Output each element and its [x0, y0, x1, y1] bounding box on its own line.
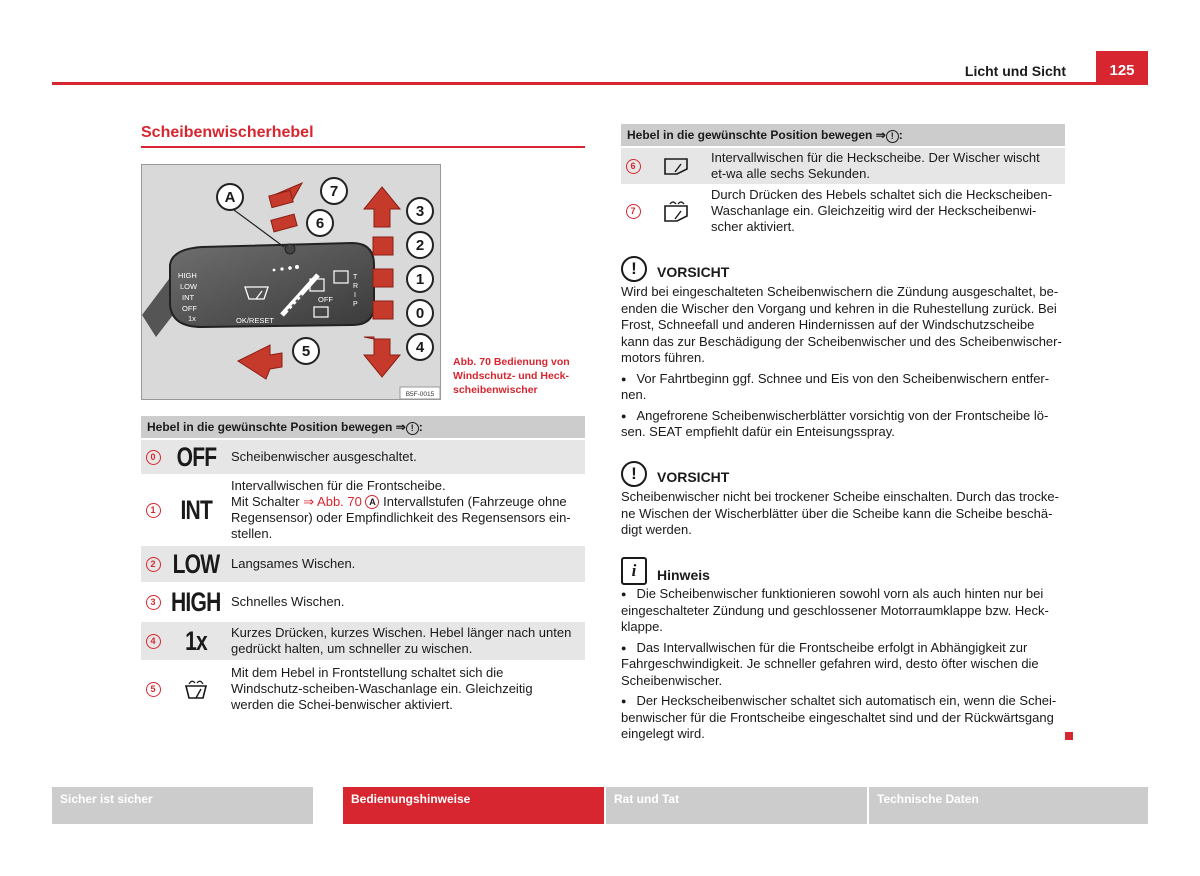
position-number: 7: [626, 204, 641, 219]
table-row: [141, 438, 585, 474]
callout-2: 2: [415, 237, 425, 254]
caution-text: Scheibenwischer nicht bei trockener Scheibe einschalten. Durch das trocke-ne Wischen der Wischerblätter über die Scheibe kann die Scheibe beschä-digt werden.: [621, 489, 1059, 537]
note-body: [621, 586, 1065, 747]
caution-title: VORSICHT: [657, 469, 730, 485]
callout-0: 0: [415, 305, 425, 322]
header-rule: [52, 82, 1098, 85]
lever-label-off: OFF: [182, 304, 197, 313]
callout-7: 7: [329, 183, 339, 200]
rear-wiper-icon: [645, 156, 707, 176]
table-row: [141, 620, 585, 660]
row-text-part: Intervallstufen (Fahrzeuge ohne Regensensor) oder Empfindlichkeit des Regensensors ein-stellen.: [231, 494, 571, 541]
rear-wiper-table: [621, 124, 1065, 236]
ok-reset-label: OK/RESET: [236, 316, 274, 325]
rear-table-heading-text: Hebel in die gewünschte Position bewegen ⇒: [627, 128, 886, 142]
lever-label-1x: 1x: [188, 314, 196, 323]
warning-icon: !: [621, 256, 647, 282]
row-text: Langsames Wischen.: [231, 556, 356, 571]
callout-5: 5: [301, 343, 311, 360]
svg-text:I: I: [354, 292, 356, 299]
rear-washer-icon: [645, 200, 707, 222]
position-number: 1: [146, 503, 161, 518]
callout-6: 6: [315, 215, 325, 232]
figure-reference-link[interactable]: ⇒ Abb. 70: [303, 494, 362, 509]
row-text: Intervallwischen für die Heckscheibe. Der Wischer wischt et-wa alle sechs Sekunden.: [711, 150, 1040, 181]
position-number: 5: [146, 682, 161, 697]
row-text-part: Mit Schalter: [231, 494, 304, 509]
lever-label-int: INT: [182, 293, 195, 302]
footer-tab-rat-und-tat[interactable]: Rat und Tat: [606, 787, 867, 824]
lever-label-high: HIGH: [178, 271, 197, 280]
table-row: [141, 582, 585, 620]
callout-3: 3: [415, 203, 425, 220]
running-header-section: Licht und Sicht: [964, 63, 1066, 79]
list-item: ● Vor Fahrtbeginn ggf. Schnee und Eis von den Scheibenwischern entfer-nen.: [621, 371, 1065, 404]
note-title: Hinweis: [657, 567, 710, 583]
low-symbol: LOW: [172, 548, 220, 579]
footer-tab-bedienungshinweise[interactable]: Bedienungshinweise: [343, 787, 604, 824]
position-number: 2: [146, 557, 161, 572]
note-heading: [621, 557, 710, 585]
list-item: ● Der Heckscheibenwischer schaltet sich automatisch ein, wenn die Schei-benwischer für die Frontscheibe eingeschaltet sind und der Rückwärtsgang eingelegt wird.: [621, 693, 1065, 743]
callout-a: A: [224, 189, 236, 206]
caution-heading: [621, 461, 729, 487]
caution-ref-icon: !: [406, 422, 419, 435]
section-title-rule: [141, 146, 585, 148]
table-row: [621, 146, 1065, 184]
page-number: 125: [1096, 51, 1148, 85]
wiper-lever-illustration: [142, 165, 441, 400]
table-row: [141, 544, 585, 582]
caution-body: [621, 489, 1065, 539]
svg-text:P: P: [353, 301, 358, 308]
row-text: Mit dem Hebel in Frontstellung schaltet sich die Windschutz-scheiben-Waschanlage ein. Gleichzeitig werden die Schei-benwischer aktiviert.: [231, 665, 533, 712]
high-symbol: HIGH: [171, 586, 221, 617]
wiper-lever-figure: [141, 164, 441, 400]
callout-a-ref: A: [365, 495, 379, 509]
washer-front-icon: [165, 678, 227, 700]
row-text: Scheibenwischer ausgeschaltet.: [231, 449, 417, 464]
figure-caption: Abb. 70 Bedienung von Windschutz- und Heck-scheibenwischer: [453, 356, 570, 396]
caution-body: [621, 284, 1065, 445]
lever-label-low: LOW: [180, 282, 198, 291]
caution-ref-icon: !: [886, 130, 899, 143]
svg-text:T: T: [353, 274, 358, 281]
rear-table-heading: Hebel in die gewünschte Position bewegen ⇒ ! :: [621, 124, 1065, 146]
front-table-heading: Hebel in die gewünschte Position bewegen ⇒ ! :: [141, 416, 585, 438]
caution-heading: [621, 256, 729, 282]
front-wiper-table: [141, 416, 585, 716]
position-number: 0: [146, 450, 161, 465]
section-end-marker: [1065, 732, 1073, 740]
single-wipe-symbol: 1x: [185, 625, 207, 656]
list-item: ● Die Scheibenwischer funktionieren sowohl vorn als auch hinten nur bei eingeschalteter Zündung und geschlossener Motorraumklappe bzw. Heck-klappe.: [621, 586, 1065, 636]
position-number: 3: [146, 595, 161, 610]
row-text: Durch Drücken des Hebels schaltet sich die Heckscheiben-Waschanlage ein. Gleichzeitig wird der Heckscheibenwi-scher aktiviert.: [711, 187, 1053, 234]
rear-off-label: OFF: [318, 295, 333, 304]
row-text: Kurzes Drücken, kurzes Wischen. Hebel länger nach unten gedrückt halten, um schneller zu wischen.: [231, 625, 572, 656]
caution-text: Wird bei eingeschalteten Scheibenwischern die Zündung ausgeschaltet, be-enden die Wischer den Vorgang und kehren in die Ruhestellung zurück. Bei Frost, Schneefall und anderen Hindernissen auf der Windschutzscheibe kann das zur Beschädigung der Scheibenwischer und des Scheibenwischer-motors führen.: [621, 284, 1062, 365]
list-item: ● Das Intervallwischen für die Frontscheibe erfolgt in Abhängigkeit zur Fahrgeschwindigkeit. Je schneller gefahren wird, desto öfter wischen die Scheibenwischer.: [621, 640, 1065, 690]
position-number: 4: [146, 634, 161, 649]
row-text: Schnelles Wischen.: [231, 594, 345, 609]
footer-tab-technische-daten[interactable]: Technische Daten: [869, 787, 1148, 824]
footer-tab-sicher[interactable]: Sicher ist sicher: [52, 787, 313, 824]
position-number: 6: [626, 159, 641, 174]
figure-code: B5F-0015: [405, 391, 435, 398]
warning-icon: !: [621, 461, 647, 487]
row-text-line: Intervallwischen für die Frontscheibe.: [231, 478, 446, 493]
callout-1: 1: [415, 271, 425, 288]
caution-title: VORSICHT: [657, 264, 730, 280]
table-row: [141, 474, 585, 544]
info-icon: i: [621, 557, 647, 585]
off-symbol: OFF: [176, 441, 216, 472]
table-row: [141, 660, 585, 716]
table-row: [621, 184, 1065, 236]
int-symbol: INT: [180, 494, 212, 525]
callout-4: 4: [415, 339, 425, 356]
section-title: Scheibenwischerhebel: [141, 124, 314, 141]
front-table-heading-text: Hebel in die gewünschte Position bewegen ⇒: [147, 420, 406, 434]
list-item: ● Angefrorene Scheibenwischerblätter vorsichtig von der Frontscheibe lö-sen. SEAT empfiehlt dafür ein Enteisungsspray.: [621, 408, 1065, 441]
row-text: [227, 476, 585, 544]
svg-text:R: R: [353, 283, 359, 290]
